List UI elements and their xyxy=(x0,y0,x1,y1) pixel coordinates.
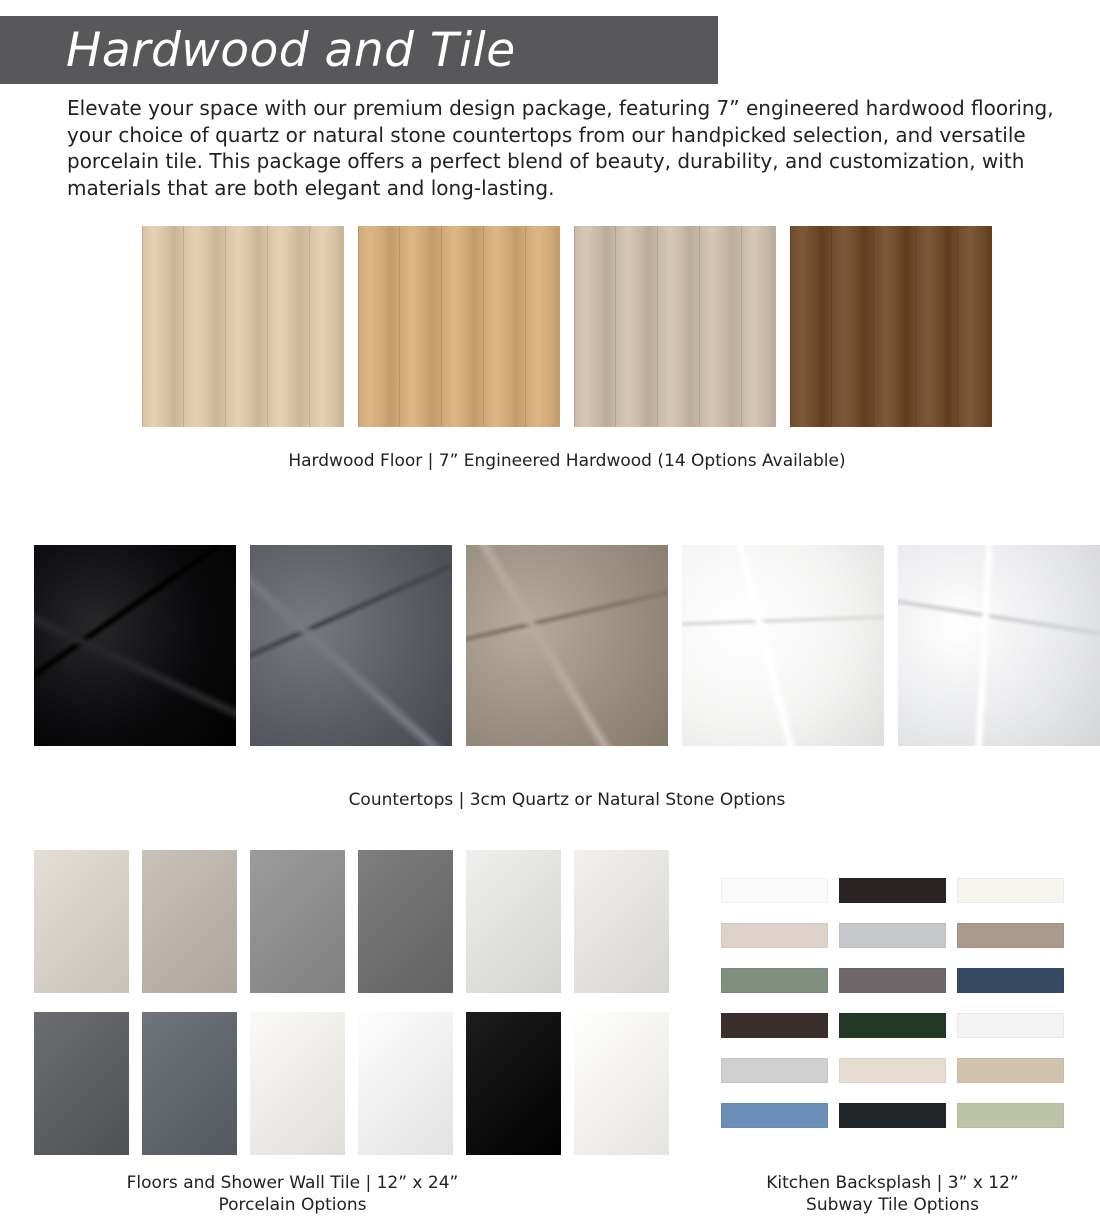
porcelain-swatch-grey-slate xyxy=(250,850,345,993)
hardwood-swatch-honey-oak xyxy=(358,226,560,427)
backsplash-swatch-taupe xyxy=(957,923,1064,948)
backsplash-swatch-light-grey xyxy=(839,923,946,948)
backsplash-caption-line-2: Subway Tile Options xyxy=(806,1195,979,1215)
porcelain-swatch-white-stone xyxy=(250,1012,345,1155)
porcelain-swatch-dark-grey-slate xyxy=(358,850,453,993)
porcelain-swatch-cream-stone xyxy=(34,850,129,993)
backsplash-swatch-white-gloss xyxy=(957,1013,1064,1038)
title-banner xyxy=(0,16,718,84)
backsplash-caption-line-1: Kitchen Backsplash | 3” x 12” xyxy=(766,1173,1019,1193)
porcelain-swatch-light-grey xyxy=(466,850,561,993)
backsplash-swatch-dark-brown xyxy=(721,1013,828,1038)
countertop-swatch-black-marble xyxy=(34,545,236,746)
hardwood-caption xyxy=(0,450,1100,472)
hardwood-swatch-light-natural-oak xyxy=(142,226,344,427)
countertop-caption xyxy=(0,789,1100,811)
backsplash-swatch-forest-green xyxy=(839,1013,946,1038)
backsplash-swatch-celadon-green xyxy=(957,1103,1064,1128)
porcelain-swatch-blue-grey-cement xyxy=(142,1012,237,1155)
backsplash-swatch-cornflower-blue xyxy=(721,1103,828,1128)
countertop-caption-text: Countertops | 3cm Quartz or Natural Stone Options xyxy=(348,790,786,810)
porcelain-swatch-charcoal-cement xyxy=(34,1012,129,1155)
porcelain-swatch-black-marble xyxy=(466,1012,561,1155)
porcelain-caption xyxy=(40,1172,545,1216)
hardwood-swatch-grey-washed-oak xyxy=(574,226,776,427)
backsplash-swatch-sand-beige xyxy=(957,1058,1064,1083)
backsplash-caption xyxy=(690,1172,1095,1216)
backsplash-swatch-sage-green xyxy=(721,968,828,993)
hardwood-caption-text: Hardwood Floor | 7” Engineered Hardwood (14 Options Available) xyxy=(288,451,846,471)
backsplash-swatch-espresso xyxy=(839,878,946,903)
backsplash-swatch-mauve-grey xyxy=(839,968,946,993)
porcelain-swatch-greige-stone xyxy=(142,850,237,993)
intro-paragraph: Elevate your space with our premium design package, featuring 7” engineered hardwood flooring, your choice of quartz or natural stone countertops from our handpicked selection, and versatile porcelain tile. This package offers a perfect blend of beauty, durability, and customization, with materials that are both elegant and long-lasting. xyxy=(67,96,1054,200)
porcelain-caption-line-1: Floors and Shower Wall Tile | 12” x 24” xyxy=(126,1173,459,1193)
porcelain-swatch-white-calacatta xyxy=(574,1012,669,1155)
countertop-swatch-grey-granite xyxy=(250,545,452,746)
countertop-swatch-taupe-quartzite xyxy=(466,545,668,746)
hardwood-swatch-walnut-brown xyxy=(790,226,992,427)
countertop-swatch-light-grey-quartz xyxy=(898,545,1100,746)
backsplash-swatch-cream xyxy=(839,1058,946,1083)
page-title: Hardwood and Tile xyxy=(66,23,516,78)
backsplash-swatch-pale-grey-gloss xyxy=(721,1058,828,1083)
backsplash-swatch-navy-blue xyxy=(957,968,1064,993)
porcelain-swatch-white-marble xyxy=(358,1012,453,1155)
backsplash-swatch-charcoal-black xyxy=(839,1103,946,1128)
porcelain-caption-line-2: Porcelain Options xyxy=(218,1195,367,1215)
backsplash-swatch-blush-beige xyxy=(721,923,828,948)
backsplash-swatch-bright-white xyxy=(721,878,828,903)
porcelain-swatch-pale-cement xyxy=(574,850,669,993)
countertop-swatch-white-calacatta xyxy=(682,545,884,746)
backsplash-swatch-ivory xyxy=(957,878,1064,903)
